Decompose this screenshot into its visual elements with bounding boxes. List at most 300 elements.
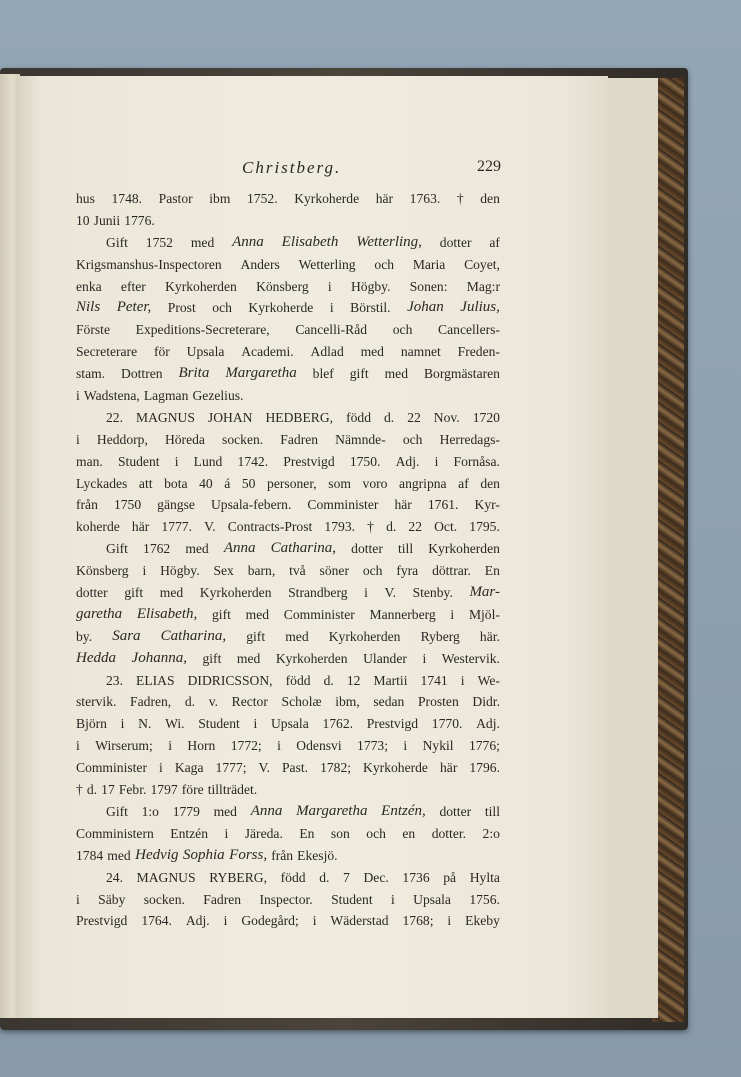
word: före bbox=[181, 782, 204, 798]
italic-word: garetha bbox=[76, 605, 123, 622]
word: Coyet, bbox=[464, 256, 500, 272]
word: 22. bbox=[106, 409, 123, 425]
word: Mag:r bbox=[466, 278, 500, 294]
italic-word: Anna bbox=[250, 802, 283, 819]
word: tillträdet. bbox=[207, 782, 258, 798]
word: Anders bbox=[240, 256, 280, 272]
word: Dec. bbox=[363, 869, 389, 885]
facing-page-edge bbox=[0, 74, 20, 1018]
word: Könsberg bbox=[76, 563, 129, 579]
word: Gezelius. bbox=[192, 388, 244, 404]
word: Lund bbox=[193, 453, 223, 469]
word: 10 bbox=[76, 212, 90, 228]
word: RYBERG, bbox=[209, 869, 267, 885]
word: i bbox=[224, 825, 229, 841]
word: Högby. bbox=[160, 563, 200, 579]
word: dotter bbox=[439, 234, 472, 250]
word: Säby bbox=[98, 891, 126, 907]
word: med bbox=[159, 585, 184, 601]
text-line bbox=[76, 735, 500, 757]
word: Gift bbox=[106, 541, 128, 557]
word: Fadren bbox=[203, 891, 242, 907]
word: för bbox=[153, 344, 170, 360]
word: 1776; bbox=[468, 738, 500, 754]
word: med bbox=[107, 847, 131, 863]
word: i bbox=[76, 431, 80, 447]
word: här bbox=[375, 191, 394, 206]
word: i bbox=[329, 300, 334, 316]
word: Kyrkoherden bbox=[328, 628, 401, 644]
word: i bbox=[422, 650, 427, 666]
word: Höreda bbox=[164, 431, 205, 447]
word: Nykil bbox=[422, 738, 454, 754]
text-line bbox=[76, 582, 500, 604]
word: N. bbox=[138, 716, 152, 732]
text-line bbox=[76, 845, 500, 867]
word: Järeda. bbox=[244, 825, 283, 841]
word: Wetterling bbox=[298, 256, 356, 272]
italic-word: Anna bbox=[232, 233, 264, 250]
word: Ryberg bbox=[420, 628, 460, 644]
word: Inspector. bbox=[259, 891, 313, 907]
word: i bbox=[391, 891, 395, 907]
word: Westervik. bbox=[441, 650, 500, 666]
text-line bbox=[76, 801, 500, 823]
word: i bbox=[450, 606, 455, 622]
word: 2:o bbox=[482, 825, 500, 841]
word: fyra bbox=[396, 563, 419, 579]
text-line bbox=[76, 232, 500, 254]
text-line bbox=[76, 538, 500, 560]
word: V. bbox=[204, 519, 216, 535]
word: Godegård; bbox=[241, 913, 299, 929]
word: namnet bbox=[400, 344, 441, 360]
word: och bbox=[402, 431, 423, 447]
word: Student bbox=[117, 453, 160, 469]
word: 1:o bbox=[141, 803, 159, 819]
word: Prost bbox=[167, 300, 196, 316]
word: med bbox=[384, 366, 408, 382]
word: † bbox=[367, 519, 374, 535]
word: ELIAS bbox=[136, 672, 175, 688]
word: på bbox=[443, 869, 457, 885]
word: Kyrkoherden bbox=[165, 278, 237, 294]
word: 22 bbox=[407, 409, 421, 425]
word: 1761. bbox=[427, 497, 459, 513]
word: Gift bbox=[106, 234, 128, 250]
word: Adj. bbox=[185, 913, 210, 929]
word: Maria bbox=[412, 256, 446, 272]
word: Fadren bbox=[280, 431, 319, 447]
word: af bbox=[489, 234, 500, 250]
word: Freden- bbox=[457, 344, 500, 360]
word: socken. bbox=[222, 431, 264, 447]
word: 23. bbox=[106, 672, 123, 688]
word: med bbox=[185, 541, 209, 557]
word: Kyrkoherden bbox=[275, 650, 348, 666]
word: 1768; bbox=[402, 913, 434, 929]
text-line bbox=[76, 691, 500, 713]
word: 1796. bbox=[469, 760, 500, 776]
word: Högby. bbox=[350, 278, 391, 294]
word: af bbox=[458, 475, 469, 491]
italic-word: Margaretha bbox=[225, 365, 297, 382]
word: 7 bbox=[343, 869, 350, 885]
word: 1750. bbox=[349, 453, 381, 469]
text-line bbox=[76, 779, 500, 801]
word: Upsala bbox=[270, 716, 309, 732]
word: Cancellers- bbox=[438, 322, 500, 338]
text-line bbox=[76, 648, 500, 670]
word: d. bbox=[384, 409, 395, 425]
word: Oct. bbox=[434, 519, 458, 535]
word: gängse bbox=[157, 497, 195, 513]
word: angripna bbox=[399, 475, 447, 491]
word: 1762 bbox=[143, 541, 171, 557]
word: den bbox=[480, 475, 500, 491]
page-number: 229 bbox=[477, 158, 501, 175]
word: 1763. bbox=[409, 191, 441, 206]
italic-word: Johan bbox=[407, 299, 444, 316]
italic-word: Hedda bbox=[76, 649, 116, 666]
word: här bbox=[131, 519, 150, 535]
text-line bbox=[76, 604, 500, 626]
word: † bbox=[76, 782, 83, 798]
word: i bbox=[76, 738, 80, 754]
word: 1797 bbox=[150, 782, 178, 798]
text-line bbox=[76, 407, 500, 429]
word: Cancelli-Råd bbox=[295, 322, 368, 338]
word: i bbox=[120, 716, 125, 732]
italic-word: Entzén, bbox=[381, 802, 426, 819]
word: stervik. bbox=[76, 694, 117, 710]
word: Comminister bbox=[307, 497, 379, 513]
italic-word: Nils bbox=[76, 299, 101, 316]
word: Nov. bbox=[433, 409, 460, 425]
word: gift bbox=[212, 606, 231, 622]
word: i bbox=[253, 716, 258, 732]
word: två bbox=[289, 563, 306, 579]
text-line bbox=[76, 757, 500, 779]
word: Lyckades bbox=[76, 475, 128, 491]
text-line bbox=[76, 494, 500, 516]
word: 50 bbox=[241, 475, 256, 491]
word: 1748. bbox=[111, 191, 143, 206]
word: här bbox=[394, 497, 412, 513]
word: by. bbox=[76, 628, 93, 644]
italic-word: Brita bbox=[178, 365, 210, 382]
word: Febr. bbox=[118, 782, 147, 798]
word: Horn bbox=[187, 738, 216, 754]
text-line bbox=[76, 363, 500, 385]
word: MAGNUS bbox=[136, 409, 195, 425]
word: Börstil. bbox=[350, 300, 391, 316]
text-line bbox=[76, 429, 500, 451]
text-line bbox=[76, 385, 500, 407]
word: 1777. bbox=[161, 519, 192, 535]
word: döttrar. bbox=[432, 563, 471, 579]
word: Upsala bbox=[186, 344, 225, 360]
word: den bbox=[480, 191, 500, 206]
word: född bbox=[285, 672, 311, 688]
italic-word: Hedvig bbox=[135, 846, 179, 863]
word: i bbox=[174, 453, 179, 469]
word: Entzén bbox=[170, 825, 209, 841]
word: till bbox=[484, 803, 500, 819]
word: personer, bbox=[267, 475, 317, 491]
word: koherde bbox=[76, 519, 120, 535]
word: i bbox=[159, 760, 163, 776]
italic-word: Johanna, bbox=[131, 649, 187, 666]
word: Kaga bbox=[174, 760, 204, 776]
word: Kyr- bbox=[474, 497, 500, 513]
word: i bbox=[403, 738, 408, 754]
text-line bbox=[76, 341, 500, 363]
word: 1777; bbox=[215, 760, 247, 776]
word: 22 bbox=[408, 519, 422, 535]
word: till bbox=[397, 541, 414, 557]
word: Didr. bbox=[472, 694, 500, 710]
word: 1776. bbox=[124, 212, 155, 228]
word: Pastor bbox=[158, 191, 193, 206]
word: och bbox=[362, 563, 383, 579]
text-line bbox=[76, 889, 500, 911]
word: 1772; bbox=[230, 738, 262, 754]
word: MAGNUS bbox=[136, 869, 196, 885]
word: att bbox=[138, 475, 153, 491]
word: d. bbox=[86, 782, 98, 798]
word: Sex bbox=[213, 563, 234, 579]
word: Comministern bbox=[76, 825, 154, 841]
italic-word: Julius, bbox=[460, 299, 500, 316]
word: i bbox=[447, 913, 452, 929]
word: Mannerberg bbox=[369, 606, 436, 622]
word: † bbox=[456, 191, 464, 206]
word: Wadstena, bbox=[83, 388, 140, 404]
word: Contracts-Prost bbox=[227, 519, 313, 535]
word: Kyrkoherde bbox=[294, 191, 360, 206]
word: i bbox=[76, 891, 80, 907]
italic-word: Catharina, bbox=[270, 540, 337, 557]
word: Expeditions-Secreterare, bbox=[135, 322, 270, 338]
page-edges bbox=[600, 78, 658, 1018]
word: Upsala-febern. bbox=[210, 497, 292, 513]
word: i bbox=[327, 278, 332, 294]
word: 1742. bbox=[237, 453, 269, 469]
italic-word: Forss, bbox=[229, 846, 268, 863]
word: från bbox=[271, 847, 294, 863]
word: och bbox=[366, 825, 386, 841]
word: man. bbox=[76, 453, 103, 469]
word: Stenby. bbox=[412, 585, 453, 601]
page-header bbox=[18, 158, 608, 182]
word: Student bbox=[331, 891, 373, 907]
word: här. bbox=[479, 628, 500, 644]
word: Comminister bbox=[76, 760, 147, 776]
word: född bbox=[346, 409, 371, 425]
word: Ekeby bbox=[465, 913, 500, 929]
italic-word: Catharina, bbox=[160, 627, 227, 644]
word: 1784 bbox=[76, 847, 104, 863]
running-head: Christberg. bbox=[242, 158, 342, 177]
word: gift bbox=[124, 585, 144, 601]
word: Wirserum; bbox=[95, 738, 153, 754]
word: 1720 bbox=[472, 409, 500, 425]
word: 1782; bbox=[320, 760, 352, 776]
italic-word: Elisabeth bbox=[281, 233, 339, 250]
word: Adj. bbox=[395, 453, 420, 469]
word: gift bbox=[246, 628, 266, 644]
word: 1793. bbox=[324, 519, 356, 535]
word: 12 bbox=[346, 672, 361, 688]
word: som bbox=[328, 475, 351, 491]
italic-word: Elisabeth, bbox=[136, 605, 198, 622]
italic-word: Margaretha bbox=[296, 802, 368, 819]
word: Scholæ bbox=[281, 694, 322, 710]
word: HEDBERG, bbox=[265, 409, 334, 425]
word: dotter. bbox=[431, 825, 467, 841]
text-line bbox=[76, 713, 500, 735]
word: Kyrkoherden bbox=[199, 585, 272, 601]
word: socken. bbox=[143, 891, 185, 907]
word: dotter bbox=[439, 803, 472, 819]
body-text bbox=[76, 188, 500, 932]
word: Kyrkoherde bbox=[248, 300, 314, 316]
word: ibm, bbox=[335, 694, 360, 710]
word: Secreterare bbox=[76, 344, 138, 360]
word: 1773; bbox=[357, 738, 388, 754]
word: Martii bbox=[373, 672, 408, 688]
word: bota bbox=[164, 475, 188, 491]
word: d. bbox=[319, 869, 330, 885]
word: 1770. bbox=[431, 716, 463, 732]
word: Fadren, bbox=[130, 694, 172, 710]
word: med bbox=[236, 650, 261, 666]
text-line bbox=[76, 516, 500, 538]
word: sedan bbox=[373, 694, 405, 710]
word: Sonen: bbox=[409, 278, 448, 294]
word: och bbox=[374, 256, 395, 272]
word: blef bbox=[312, 366, 334, 382]
italic-word: Wetterling, bbox=[356, 233, 422, 250]
word: Björn bbox=[76, 716, 107, 732]
word: och bbox=[392, 322, 413, 338]
text-line bbox=[76, 254, 500, 276]
word: En bbox=[299, 825, 315, 841]
word: i bbox=[223, 913, 228, 929]
word: Strandberg bbox=[288, 585, 348, 601]
word: stam. bbox=[76, 366, 106, 382]
word: i bbox=[76, 388, 80, 404]
word: Ekesjö. bbox=[297, 847, 338, 863]
word: i bbox=[460, 672, 465, 688]
word: gift bbox=[202, 650, 222, 666]
text-line bbox=[76, 188, 500, 210]
word: och bbox=[212, 300, 232, 316]
word: från bbox=[76, 497, 98, 513]
text-line bbox=[76, 319, 500, 341]
word: voro bbox=[362, 475, 388, 491]
word: 40 bbox=[199, 475, 213, 491]
word: med bbox=[245, 606, 270, 622]
word: barn, bbox=[247, 563, 276, 579]
word: Krigsmanshus-Inspectoren bbox=[76, 256, 222, 272]
word: JOHAN bbox=[207, 409, 253, 425]
word: Upsala bbox=[413, 891, 451, 907]
word: Past. bbox=[281, 760, 309, 776]
word: d. bbox=[184, 694, 196, 710]
word: Wi. bbox=[165, 716, 185, 732]
word: i bbox=[434, 453, 439, 469]
word: v. bbox=[208, 694, 218, 710]
word: 1795. bbox=[469, 519, 500, 535]
word: 1736 bbox=[402, 869, 430, 885]
text-line bbox=[76, 626, 500, 648]
word: d. bbox=[386, 519, 397, 535]
word: Prestvigd bbox=[76, 913, 128, 929]
italic-word: Mar- bbox=[469, 584, 500, 601]
text-line bbox=[76, 867, 500, 889]
word: Borgmästaren bbox=[423, 366, 500, 382]
word: med bbox=[285, 628, 309, 644]
word: Prosten bbox=[417, 694, 459, 710]
word: enka bbox=[76, 278, 102, 294]
word: Kyrkoherden bbox=[428, 541, 500, 557]
word: Nämnde- bbox=[335, 431, 386, 447]
word: Prestvigd bbox=[283, 453, 335, 469]
word: We- bbox=[477, 672, 500, 688]
word: med bbox=[360, 344, 384, 360]
word: á bbox=[224, 475, 231, 491]
word: d. bbox=[323, 672, 334, 688]
text-line bbox=[76, 670, 500, 692]
text-line bbox=[76, 473, 500, 495]
word: son bbox=[330, 825, 350, 841]
italic-word: Sara bbox=[112, 627, 141, 644]
word: en bbox=[402, 825, 416, 841]
word: med bbox=[190, 234, 215, 250]
italic-word: Anna bbox=[223, 540, 256, 557]
word: född bbox=[280, 869, 306, 885]
word: här bbox=[440, 760, 458, 776]
text-line bbox=[76, 560, 500, 582]
word: Lagman bbox=[143, 388, 189, 404]
text-line bbox=[76, 910, 500, 932]
word: i bbox=[142, 563, 147, 579]
word: Adlad bbox=[310, 344, 344, 360]
word: V. bbox=[384, 585, 396, 601]
text-line bbox=[76, 823, 500, 845]
word: Kyrkoherde bbox=[363, 760, 428, 776]
text-line bbox=[76, 276, 500, 298]
word: Ulander bbox=[363, 650, 407, 666]
word: Junii bbox=[93, 212, 121, 228]
italic-word: Peter, bbox=[116, 299, 152, 316]
word: Comminister bbox=[283, 606, 355, 622]
word: 1752 bbox=[145, 234, 173, 250]
word: efter bbox=[120, 278, 146, 294]
word: Gift bbox=[106, 803, 128, 819]
word: Prestvigd bbox=[366, 716, 419, 732]
text-line bbox=[76, 297, 500, 319]
text-line bbox=[76, 210, 500, 232]
word: 1764. bbox=[141, 913, 172, 929]
word: 17 bbox=[101, 782, 115, 798]
word: Herredags- bbox=[439, 431, 500, 447]
word: Fornåsa. bbox=[453, 453, 500, 469]
word: 1762. bbox=[322, 716, 354, 732]
word: Academi. bbox=[241, 344, 294, 360]
